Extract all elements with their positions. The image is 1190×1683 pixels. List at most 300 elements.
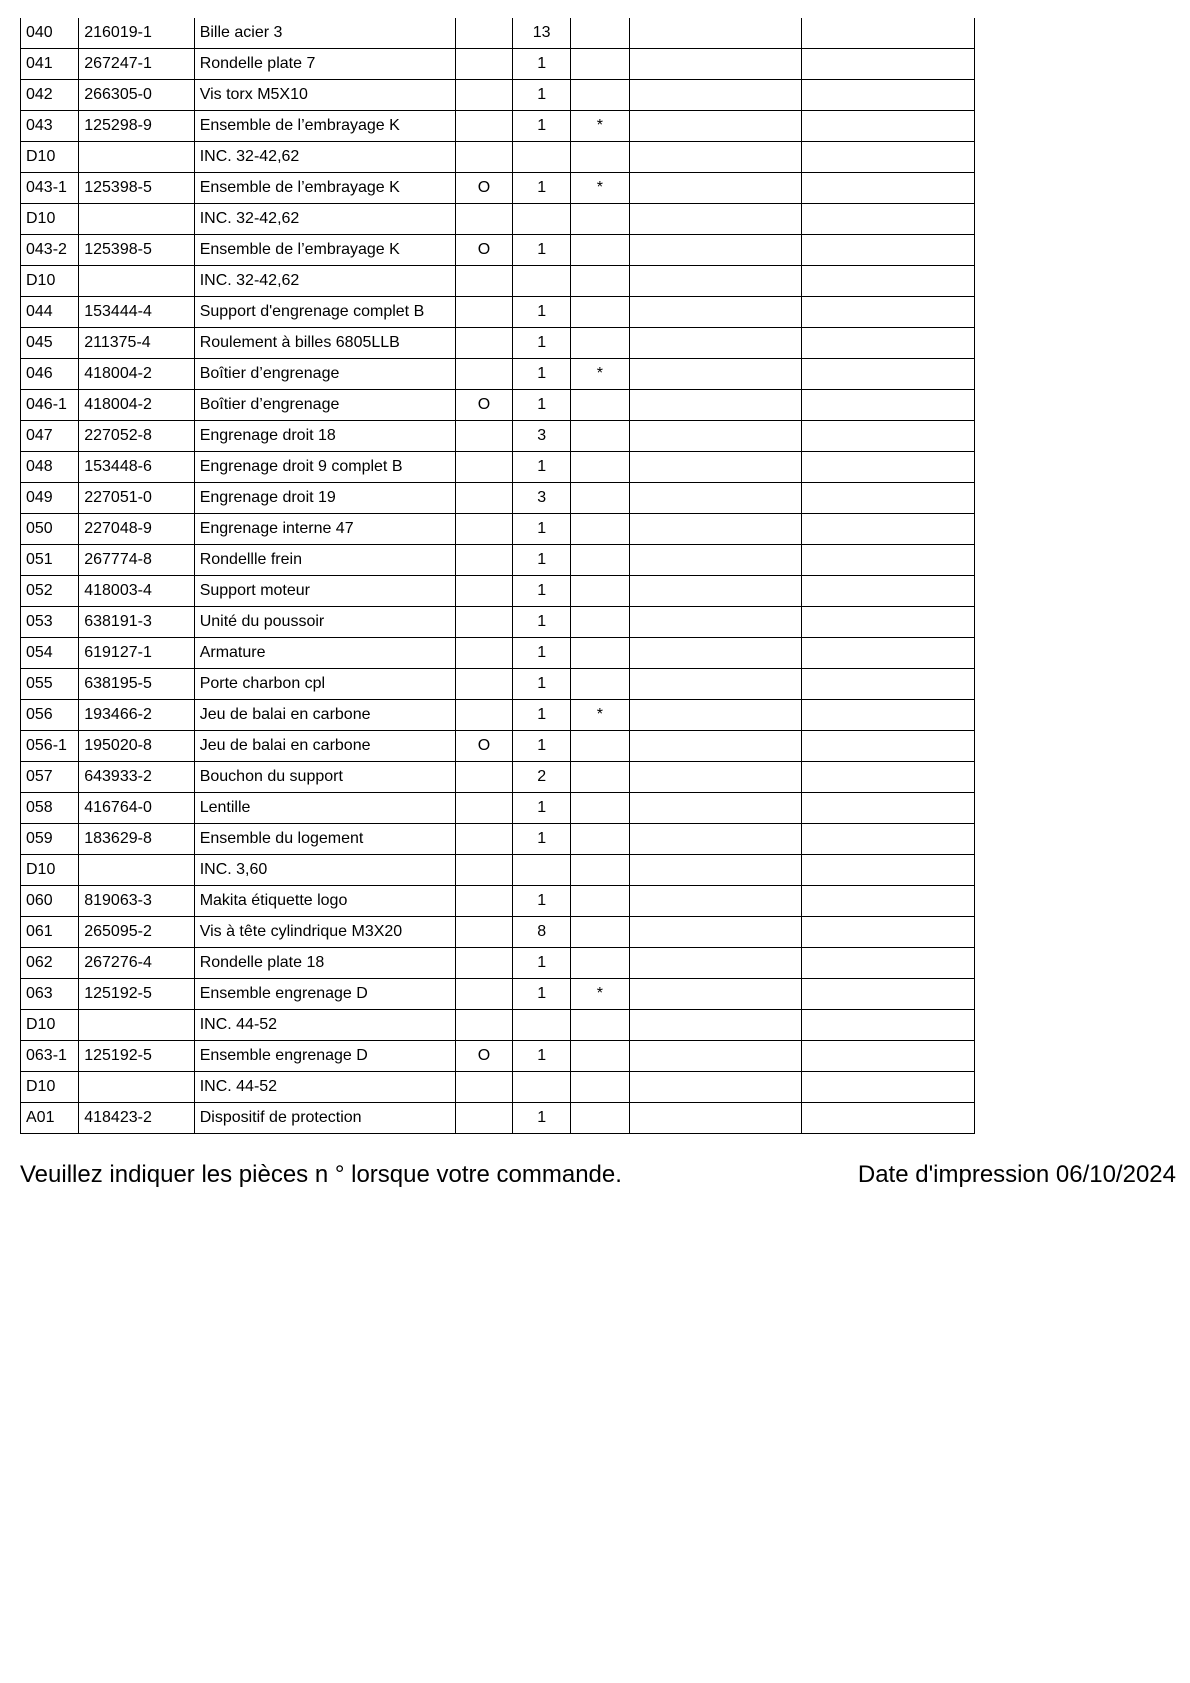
- blank-cell-2: [802, 855, 975, 886]
- blank-cell-1: [629, 607, 802, 638]
- option-cell: [455, 545, 512, 576]
- item-number-cell: 058: [21, 793, 79, 824]
- blank-cell-2: [802, 328, 975, 359]
- note-mark-cell: [571, 545, 629, 576]
- part-number-cell: 125398-5: [79, 235, 194, 266]
- blank-cell-1: [629, 421, 802, 452]
- blank-cell-2: [802, 1041, 975, 1072]
- table-row: [21, 948, 975, 979]
- blank-cell-2: [802, 266, 975, 297]
- note-mark-cell: [571, 731, 629, 762]
- parts-table-body: [21, 18, 975, 1134]
- part-number-cell: 267276-4: [79, 948, 194, 979]
- description-cell: Ensemble du logement: [194, 824, 455, 855]
- quantity-cell: 3: [513, 483, 571, 514]
- option-cell: [455, 1103, 512, 1134]
- parts-table: [20, 18, 975, 1134]
- note-mark-cell: [571, 855, 629, 886]
- item-number-cell: 055: [21, 669, 79, 700]
- option-cell: [455, 359, 512, 390]
- table-row: [21, 917, 975, 948]
- item-number-cell: 051: [21, 545, 79, 576]
- quantity-cell: 1: [513, 700, 571, 731]
- blank-cell-2: [802, 638, 975, 669]
- option-cell: [455, 18, 512, 49]
- item-number-cell: 057: [21, 762, 79, 793]
- note-mark-cell: *: [571, 173, 629, 204]
- blank-cell-2: [802, 917, 975, 948]
- description-cell: Lentille: [194, 793, 455, 824]
- blank-cell-1: [629, 917, 802, 948]
- note-mark-cell: [571, 421, 629, 452]
- quantity-cell: 1: [513, 390, 571, 421]
- description-cell: Bille acier 3: [194, 18, 455, 49]
- item-number-cell: 056-1: [21, 731, 79, 762]
- blank-cell-1: [629, 390, 802, 421]
- quantity-cell: 1: [513, 669, 571, 700]
- blank-cell-1: [629, 173, 802, 204]
- description-cell: Boîtier d’engrenage: [194, 359, 455, 390]
- blank-cell-2: [802, 1072, 975, 1103]
- blank-cell-1: [629, 731, 802, 762]
- blank-cell-1: [629, 886, 802, 917]
- item-number-cell: 043-1: [21, 173, 79, 204]
- quantity-cell: [513, 1072, 571, 1103]
- quantity-cell: 1: [513, 638, 571, 669]
- blank-cell-1: [629, 824, 802, 855]
- blank-cell-1: [629, 235, 802, 266]
- table-row: [21, 700, 975, 731]
- table-row: [21, 576, 975, 607]
- description-cell: Armature: [194, 638, 455, 669]
- blank-cell-1: [629, 297, 802, 328]
- description-cell: Roulement à billes 6805LLB: [194, 328, 455, 359]
- option-cell: [455, 297, 512, 328]
- item-number-cell: 060: [21, 886, 79, 917]
- description-cell: Ensemble engrenage D: [194, 1041, 455, 1072]
- blank-cell-2: [802, 390, 975, 421]
- note-mark-cell: [571, 452, 629, 483]
- part-number-cell: 211375-4: [79, 328, 194, 359]
- item-number-cell: D10: [21, 1072, 79, 1103]
- part-number-cell: 227052-8: [79, 421, 194, 452]
- note-mark-cell: *: [571, 111, 629, 142]
- item-number-cell: 056: [21, 700, 79, 731]
- table-row: [21, 452, 975, 483]
- part-number-cell: 638191-3: [79, 607, 194, 638]
- part-number-cell: 643933-2: [79, 762, 194, 793]
- item-number-cell: 052: [21, 576, 79, 607]
- description-cell: Engrenage droit 19: [194, 483, 455, 514]
- description-cell: INC. 32-42,62: [194, 204, 455, 235]
- item-number-cell: 063-1: [21, 1041, 79, 1072]
- blank-cell-2: [802, 886, 975, 917]
- description-cell: INC. 44-52: [194, 1010, 455, 1041]
- option-cell: [455, 638, 512, 669]
- blank-cell-2: [802, 1103, 975, 1134]
- part-number-cell: 216019-1: [79, 18, 194, 49]
- quantity-cell: 13: [513, 18, 571, 49]
- option-cell: O: [455, 173, 512, 204]
- option-cell: [455, 886, 512, 917]
- part-number-cell: 125192-5: [79, 1041, 194, 1072]
- blank-cell-2: [802, 576, 975, 607]
- blank-cell-1: [629, 18, 802, 49]
- option-cell: [455, 700, 512, 731]
- note-mark-cell: [571, 514, 629, 545]
- quantity-cell: 1: [513, 1041, 571, 1072]
- item-number-cell: 061: [21, 917, 79, 948]
- item-number-cell: 048: [21, 452, 79, 483]
- option-cell: [455, 762, 512, 793]
- note-mark-cell: [571, 762, 629, 793]
- option-cell: [455, 793, 512, 824]
- item-number-cell: 040: [21, 18, 79, 49]
- description-cell: Rondelle plate 18: [194, 948, 455, 979]
- option-cell: [455, 1010, 512, 1041]
- part-number-cell: 183629-8: [79, 824, 194, 855]
- note-mark-cell: *: [571, 359, 629, 390]
- note-mark-cell: *: [571, 700, 629, 731]
- table-row: [21, 793, 975, 824]
- item-number-cell: 043: [21, 111, 79, 142]
- description-cell: INC. 32-42,62: [194, 266, 455, 297]
- option-cell: [455, 49, 512, 80]
- blank-cell-1: [629, 142, 802, 173]
- part-number-cell: [79, 1010, 194, 1041]
- option-cell: O: [455, 235, 512, 266]
- option-cell: [455, 142, 512, 173]
- table-row: [21, 49, 975, 80]
- quantity-cell: 1: [513, 886, 571, 917]
- option-cell: [455, 204, 512, 235]
- part-number-cell: [79, 204, 194, 235]
- blank-cell-1: [629, 948, 802, 979]
- description-cell: Jeu de balai en carbone: [194, 700, 455, 731]
- quantity-cell: [513, 1010, 571, 1041]
- blank-cell-2: [802, 483, 975, 514]
- item-number-cell: D10: [21, 266, 79, 297]
- description-cell: Rondelle plate 7: [194, 49, 455, 80]
- part-number-cell: 819063-3: [79, 886, 194, 917]
- blank-cell-1: [629, 576, 802, 607]
- note-mark-cell: [571, 824, 629, 855]
- option-cell: [455, 607, 512, 638]
- item-number-cell: A01: [21, 1103, 79, 1134]
- part-number-cell: 153448-6: [79, 452, 194, 483]
- part-number-cell: 227051-0: [79, 483, 194, 514]
- blank-cell-1: [629, 204, 802, 235]
- item-number-cell: 047: [21, 421, 79, 452]
- quantity-cell: 1: [513, 359, 571, 390]
- note-mark-cell: [571, 886, 629, 917]
- part-number-cell: 619127-1: [79, 638, 194, 669]
- blank-cell-1: [629, 1103, 802, 1134]
- part-number-cell: 267774-8: [79, 545, 194, 576]
- note-mark-cell: [571, 1072, 629, 1103]
- table-row: [21, 204, 975, 235]
- item-number-cell: D10: [21, 204, 79, 235]
- blank-cell-2: [802, 948, 975, 979]
- option-cell: [455, 421, 512, 452]
- quantity-cell: 1: [513, 979, 571, 1010]
- option-cell: [455, 576, 512, 607]
- table-row: [21, 1103, 975, 1134]
- item-number-cell: 044: [21, 297, 79, 328]
- description-cell: Unité du poussoir: [194, 607, 455, 638]
- description-cell: Bouchon du support: [194, 762, 455, 793]
- part-number-cell: 153444-4: [79, 297, 194, 328]
- table-row: [21, 421, 975, 452]
- blank-cell-1: [629, 483, 802, 514]
- option-cell: [455, 266, 512, 297]
- description-cell: Ensemble de l’embrayage K: [194, 173, 455, 204]
- blank-cell-1: [629, 1041, 802, 1072]
- option-cell: [455, 669, 512, 700]
- note-mark-cell: [571, 1010, 629, 1041]
- note-mark-cell: [571, 80, 629, 111]
- blank-cell-2: [802, 142, 975, 173]
- item-number-cell: 059: [21, 824, 79, 855]
- blank-cell-1: [629, 700, 802, 731]
- description-cell: Jeu de balai en carbone: [194, 731, 455, 762]
- option-cell: [455, 917, 512, 948]
- description-cell: Ensemble engrenage D: [194, 979, 455, 1010]
- table-row: [21, 824, 975, 855]
- table-row: [21, 514, 975, 545]
- description-cell: Engrenage droit 9 complet B: [194, 452, 455, 483]
- part-number-cell: [79, 266, 194, 297]
- blank-cell-1: [629, 638, 802, 669]
- item-number-cell: D10: [21, 1010, 79, 1041]
- item-number-cell: 062: [21, 948, 79, 979]
- table-row: [21, 979, 975, 1010]
- note-mark-cell: [571, 1041, 629, 1072]
- part-number-cell: [79, 855, 194, 886]
- part-number-cell: 195020-8: [79, 731, 194, 762]
- item-number-cell: 054: [21, 638, 79, 669]
- note-mark-cell: [571, 576, 629, 607]
- blank-cell-2: [802, 793, 975, 824]
- description-cell: INC. 44-52: [194, 1072, 455, 1103]
- quantity-cell: 1: [513, 545, 571, 576]
- quantity-cell: 1: [513, 731, 571, 762]
- description-cell: Makita étiquette logo: [194, 886, 455, 917]
- table-row: [21, 483, 975, 514]
- table-row: [21, 638, 975, 669]
- quantity-cell: 1: [513, 80, 571, 111]
- table-row: [21, 886, 975, 917]
- item-number-cell: 049: [21, 483, 79, 514]
- blank-cell-1: [629, 49, 802, 80]
- part-number-cell: 418004-2: [79, 359, 194, 390]
- blank-cell-2: [802, 762, 975, 793]
- quantity-cell: 1: [513, 514, 571, 545]
- option-cell: [455, 855, 512, 886]
- item-number-cell: 043-2: [21, 235, 79, 266]
- table-row: [21, 731, 975, 762]
- part-number-cell: 418003-4: [79, 576, 194, 607]
- item-number-cell: D10: [21, 855, 79, 886]
- part-number-cell: 638195-5: [79, 669, 194, 700]
- quantity-cell: 1: [513, 576, 571, 607]
- part-number-cell: 267247-1: [79, 49, 194, 80]
- description-cell: Dispositif de protection: [194, 1103, 455, 1134]
- quantity-cell: 8: [513, 917, 571, 948]
- note-mark-cell: [571, 297, 629, 328]
- table-row: [21, 359, 975, 390]
- item-number-cell: 063: [21, 979, 79, 1010]
- table-row: [21, 80, 975, 111]
- table-row: [21, 235, 975, 266]
- note-mark-cell: [571, 1103, 629, 1134]
- table-row: [21, 266, 975, 297]
- blank-cell-2: [802, 1010, 975, 1041]
- blank-cell-2: [802, 173, 975, 204]
- quantity-cell: [513, 266, 571, 297]
- quantity-cell: 1: [513, 1103, 571, 1134]
- table-row: [21, 669, 975, 700]
- blank-cell-1: [629, 452, 802, 483]
- table-row: [21, 1072, 975, 1103]
- option-cell: [455, 979, 512, 1010]
- table-row: [21, 1041, 975, 1072]
- part-number-cell: [79, 142, 194, 173]
- item-number-cell: 050: [21, 514, 79, 545]
- quantity-cell: 1: [513, 328, 571, 359]
- note-mark-cell: [571, 917, 629, 948]
- quantity-cell: 1: [513, 49, 571, 80]
- description-cell: Vis torx M5X10: [194, 80, 455, 111]
- blank-cell-2: [802, 421, 975, 452]
- blank-cell-1: [629, 669, 802, 700]
- option-cell: O: [455, 1041, 512, 1072]
- note-mark-cell: [571, 483, 629, 514]
- description-cell: Ensemble de l’embrayage K: [194, 111, 455, 142]
- part-number-cell: 266305-0: [79, 80, 194, 111]
- blank-cell-2: [802, 18, 975, 49]
- note-mark-cell: [571, 235, 629, 266]
- part-number-cell: 125192-5: [79, 979, 194, 1010]
- quantity-cell: [513, 204, 571, 235]
- description-cell: Rondellle frein: [194, 545, 455, 576]
- table-row: [21, 390, 975, 421]
- quantity-cell: 1: [513, 824, 571, 855]
- quantity-cell: 1: [513, 452, 571, 483]
- blank-cell-2: [802, 545, 975, 576]
- item-number-cell: 046: [21, 359, 79, 390]
- part-number-cell: [79, 1072, 194, 1103]
- item-number-cell: 041: [21, 49, 79, 80]
- blank-cell-2: [802, 824, 975, 855]
- description-cell: Ensemble de l’embrayage K: [194, 235, 455, 266]
- part-number-cell: 418004-2: [79, 390, 194, 421]
- table-row: [21, 607, 975, 638]
- blank-cell-2: [802, 80, 975, 111]
- description-cell: INC. 32-42,62: [194, 142, 455, 173]
- option-cell: [455, 514, 512, 545]
- blank-cell-2: [802, 111, 975, 142]
- order-instruction-note: Veuillez indiquer les pièces n ° lorsque votre commande.: [20, 1161, 622, 1188]
- note-mark-cell: [571, 142, 629, 173]
- blank-cell-1: [629, 80, 802, 111]
- blank-cell-2: [802, 359, 975, 390]
- quantity-cell: 1: [513, 235, 571, 266]
- table-row: [21, 545, 975, 576]
- part-number-cell: 193466-2: [79, 700, 194, 731]
- part-number-cell: 265095-2: [79, 917, 194, 948]
- quantity-cell: 1: [513, 793, 571, 824]
- blank-cell-2: [802, 514, 975, 545]
- blank-cell-1: [629, 979, 802, 1010]
- quantity-cell: 1: [513, 297, 571, 328]
- blank-cell-2: [802, 979, 975, 1010]
- blank-cell-2: [802, 700, 975, 731]
- option-cell: [455, 824, 512, 855]
- option-cell: O: [455, 390, 512, 421]
- part-number-cell: 227048-9: [79, 514, 194, 545]
- blank-cell-2: [802, 49, 975, 80]
- item-number-cell: 046-1: [21, 390, 79, 421]
- quantity-cell: 1: [513, 607, 571, 638]
- quantity-cell: 2: [513, 762, 571, 793]
- quantity-cell: 1: [513, 173, 571, 204]
- note-mark-cell: [571, 948, 629, 979]
- description-cell: Engrenage interne 47: [194, 514, 455, 545]
- option-cell: O: [455, 731, 512, 762]
- quantity-cell: 1: [513, 111, 571, 142]
- item-number-cell: 042: [21, 80, 79, 111]
- blank-cell-2: [802, 669, 975, 700]
- description-cell: Support moteur: [194, 576, 455, 607]
- item-number-cell: 053: [21, 607, 79, 638]
- option-cell: [455, 483, 512, 514]
- note-mark-cell: [571, 669, 629, 700]
- blank-cell-2: [802, 731, 975, 762]
- blank-cell-1: [629, 1072, 802, 1103]
- option-cell: [455, 328, 512, 359]
- table-row: [21, 855, 975, 886]
- table-row: [21, 142, 975, 173]
- item-number-cell: D10: [21, 142, 79, 173]
- blank-cell-1: [629, 111, 802, 142]
- note-mark-cell: [571, 266, 629, 297]
- blank-cell-1: [629, 855, 802, 886]
- print-date: Date d'impression 06/10/2024: [857, 1161, 1176, 1188]
- note-mark-cell: [571, 793, 629, 824]
- quantity-cell: [513, 855, 571, 886]
- blank-cell-2: [802, 235, 975, 266]
- blank-cell-1: [629, 762, 802, 793]
- blank-cell-2: [802, 204, 975, 235]
- quantity-cell: [513, 142, 571, 173]
- description-cell: INC. 3,60: [194, 855, 455, 886]
- option-cell: [455, 452, 512, 483]
- description-cell: Vis à tête cylindrique M3X20: [194, 917, 455, 948]
- description-cell: Porte charbon cpl: [194, 669, 455, 700]
- option-cell: [455, 1072, 512, 1103]
- table-row: [21, 18, 975, 49]
- blank-cell-1: [629, 545, 802, 576]
- table-row: [21, 173, 975, 204]
- description-cell: Boîtier d’engrenage: [194, 390, 455, 421]
- table-row: [21, 762, 975, 793]
- description-cell: Support d'engrenage complet B: [194, 297, 455, 328]
- note-mark-cell: [571, 18, 629, 49]
- quantity-cell: 1: [513, 948, 571, 979]
- part-number-cell: 125298-9: [79, 111, 194, 142]
- blank-cell-2: [802, 297, 975, 328]
